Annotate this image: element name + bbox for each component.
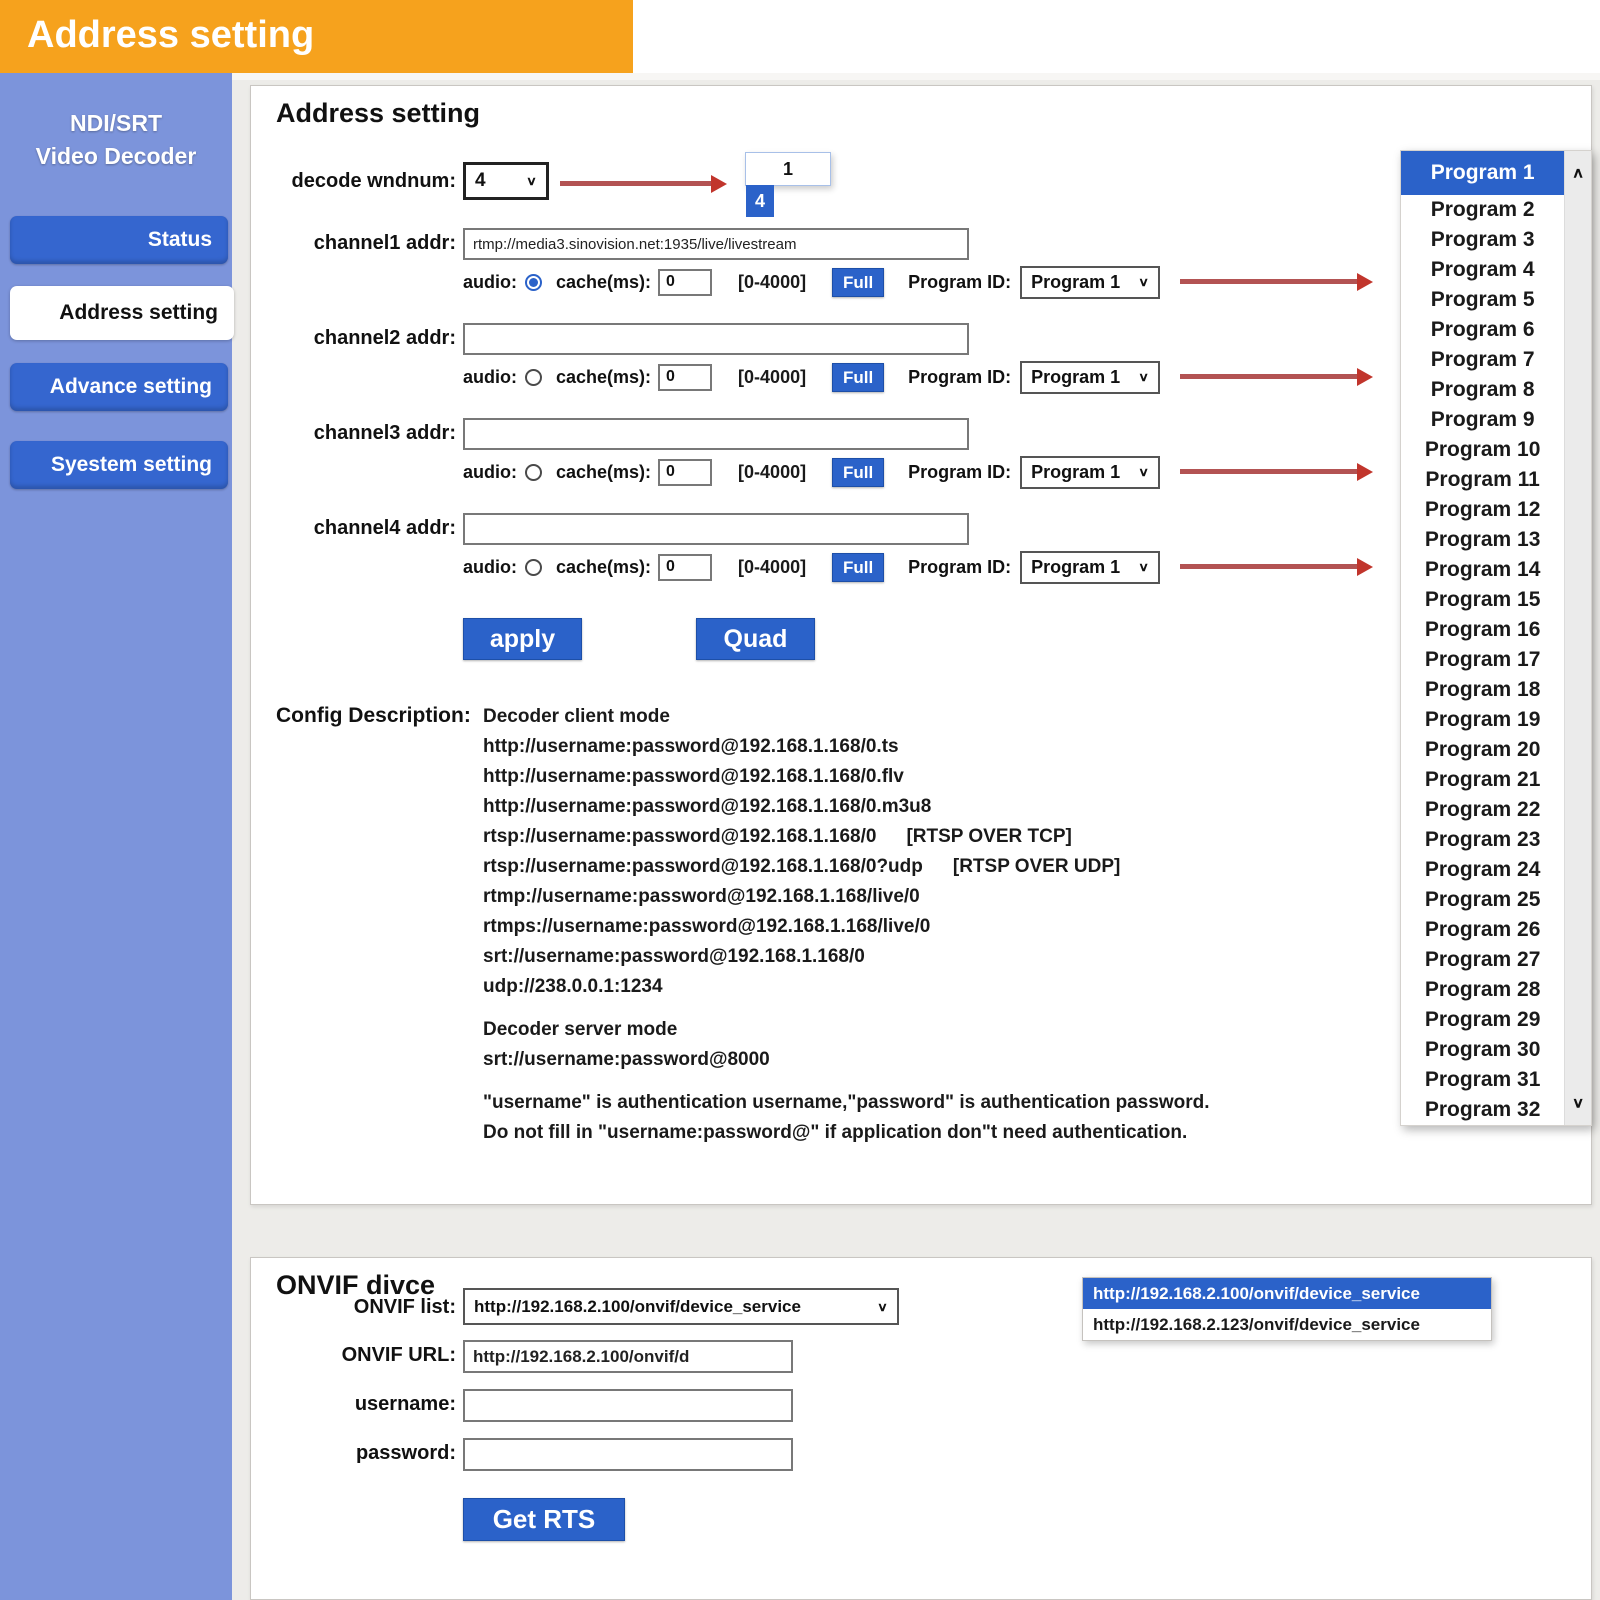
banner-right-filler bbox=[633, 0, 1600, 73]
sidebar-item-advance-setting[interactable]: Advance setting bbox=[10, 363, 228, 411]
password-input[interactable] bbox=[463, 1438, 793, 1471]
get-rts-button[interactable]: Get RTS bbox=[463, 1498, 625, 1541]
channel1-addr-label: channel1 addr: bbox=[313, 232, 456, 254]
channel3-addr-label: channel3 addr: bbox=[313, 422, 456, 444]
channel2-full-button[interactable]: Full bbox=[832, 363, 884, 392]
program-list-item[interactable]: Program 15 bbox=[1424, 588, 1541, 611]
channel3-program-id-select[interactable]: Program 1 ∨ bbox=[1020, 456, 1160, 489]
config-line: Decoder server mode bbox=[483, 1019, 678, 1040]
sidebar-item-address-setting[interactable]: Address setting bbox=[10, 286, 234, 340]
arrow-channel3-program bbox=[1180, 469, 1358, 474]
scroll-down-icon[interactable]: ∨ bbox=[1571, 1094, 1585, 1111]
program-list-item[interactable]: Program 12 bbox=[1424, 498, 1541, 521]
program-list-item[interactable]: Program 28 bbox=[1424, 978, 1541, 1001]
config-line: srt://username:password@8000 bbox=[483, 1049, 770, 1070]
channel3-audio-radio[interactable] bbox=[525, 464, 542, 481]
password-label: password: bbox=[355, 1442, 456, 1464]
channel1-addr-input[interactable]: rtmp://media3.sinovision.net:1935/live/livestream bbox=[463, 228, 969, 260]
program-list-item[interactable]: Program 10 bbox=[1424, 438, 1541, 461]
sidebar-item-status[interactable]: Status bbox=[10, 216, 228, 264]
program-list-item[interactable]: Program 32 bbox=[1424, 1098, 1541, 1121]
chevron-down-icon: ∨ bbox=[526, 174, 537, 189]
channel2-program-id-select[interactable]: Program 1 ∨ bbox=[1020, 361, 1160, 394]
program-list-items bbox=[1401, 151, 1564, 1125]
config-line: http://username:password@192.168.1.168/0.ts bbox=[483, 736, 899, 757]
config-line: rtsp://username:password@192.168.1.168/0?udp [RTSP OVER UDP] bbox=[483, 856, 1121, 877]
channel4-options-row: audio: cache(ms): 0 [0-4000] Full Program ID: Program 1 ∨ bbox=[463, 551, 1160, 583]
channel4-audio-radio[interactable] bbox=[525, 559, 542, 576]
config-description-label: Config Description: bbox=[276, 704, 471, 727]
program-list-item[interactable]: Program 6 bbox=[1430, 318, 1535, 341]
sidebar-device-title: NDI/SRT Video Decoder bbox=[35, 110, 197, 170]
sidebar bbox=[0, 73, 232, 1600]
program-list-item[interactable]: Program 25 bbox=[1424, 888, 1541, 911]
decode-wndnum-options-popup bbox=[745, 152, 831, 211]
onvif-list-option[interactable]: http://192.168.2.123/onvif/device_service bbox=[1093, 1315, 1420, 1334]
channel1-cache-input[interactable]: 0 bbox=[658, 269, 712, 296]
program-list-item[interactable]: Program 31 bbox=[1424, 1068, 1541, 1091]
scroll-up-icon[interactable]: ∧ bbox=[1571, 164, 1585, 181]
program-list-item[interactable]: Program 26 bbox=[1424, 918, 1541, 941]
config-line: http://username:password@192.168.1.168/0.flv bbox=[483, 766, 904, 787]
channel2-options-row: audio: cache(ms): 0 [0-4000] Full Program ID: Program 1 ∨ bbox=[463, 361, 1160, 393]
onvif-list-label: ONVIF list: bbox=[353, 1296, 456, 1318]
channel4-addr-input[interactable] bbox=[463, 513, 969, 545]
address-setting-panel bbox=[250, 85, 1592, 1205]
banner-underline bbox=[0, 73, 1600, 80]
channel1-program-id-select[interactable]: Program 1 ∨ bbox=[1020, 266, 1160, 299]
program-list-item[interactable]: Program 7 bbox=[1430, 348, 1535, 371]
channel2-audio-radio[interactable] bbox=[525, 369, 542, 386]
onvif-url-input[interactable]: http://192.168.2.100/onvif/d bbox=[463, 1340, 793, 1373]
program-list-item[interactable]: Program 24 bbox=[1424, 858, 1541, 881]
program-list-item[interactable]: Program 29 bbox=[1424, 1008, 1541, 1031]
program-list-item[interactable]: Program 5 bbox=[1430, 288, 1535, 311]
program-list-item[interactable]: Program 16 bbox=[1424, 618, 1541, 641]
username-label: username: bbox=[354, 1393, 456, 1415]
config-line: srt://username:password@192.168.1.168/0 bbox=[483, 946, 865, 967]
program-list-item[interactable]: Program 21 bbox=[1424, 768, 1541, 791]
onvif-url-label: ONVIF URL: bbox=[341, 1344, 456, 1366]
onvif-list-select[interactable]: http://192.168.2.100/onvif/device_service ∨ bbox=[463, 1288, 899, 1325]
channel1-options-row: audio: cache(ms): 0 [0-4000] Full Program ID: Program 1 ∨ bbox=[463, 266, 1160, 298]
program-list-item[interactable]: Program 13 bbox=[1424, 528, 1541, 551]
channel2-addr-label: channel2 addr: bbox=[313, 327, 456, 349]
onvif-list-option[interactable]: http://192.168.2.100/onvif/device_service bbox=[1083, 1278, 1491, 1309]
program-list-item[interactable]: Program 8 bbox=[1430, 378, 1535, 401]
sidebar-item-system-setting[interactable]: Syestem setting bbox=[10, 441, 228, 489]
panel-title: Address setting bbox=[276, 98, 481, 128]
channel4-cache-input[interactable]: 0 bbox=[658, 554, 712, 581]
channel1-full-button[interactable]: Full bbox=[832, 268, 884, 297]
config-line: rtmp://username:password@192.168.1.168/live/0 bbox=[483, 886, 920, 907]
chevron-down-icon: ∨ bbox=[877, 1300, 888, 1314]
program-list-item[interactable]: Program 11 bbox=[1425, 468, 1540, 491]
chevron-down-icon: ∨ bbox=[1138, 560, 1150, 575]
program-list-item[interactable]: Program 17 bbox=[1424, 648, 1541, 671]
channel1-audio-radio[interactable] bbox=[525, 274, 542, 291]
program-list-item[interactable]: Program 4 bbox=[1430, 258, 1535, 281]
decode-wndnum-option[interactable]: 4 bbox=[746, 185, 774, 217]
program-list-scrollbar[interactable] bbox=[1564, 151, 1591, 1125]
chevron-down-icon: ∨ bbox=[1138, 465, 1150, 480]
onvif-panel-title: ONVIF divce bbox=[276, 1270, 436, 1300]
program-list-item[interactable]: Program 1 bbox=[1401, 151, 1564, 195]
program-list-item[interactable]: Program 2 bbox=[1430, 198, 1535, 221]
program-list-item[interactable]: Program 30 bbox=[1424, 1038, 1541, 1061]
onvif-list-popup bbox=[1082, 1277, 1492, 1341]
config-description-block bbox=[483, 702, 1210, 1148]
config-line: Decoder client mode bbox=[483, 706, 670, 727]
channel3-addr-input[interactable] bbox=[463, 418, 969, 450]
program-list-item[interactable]: Program 20 bbox=[1424, 738, 1541, 761]
channel4-program-id-select[interactable]: Program 1 ∨ bbox=[1020, 551, 1160, 584]
program-list-item[interactable]: Program 9 bbox=[1430, 408, 1535, 431]
page-title: Address setting bbox=[0, 0, 633, 73]
decode-wndnum-select[interactable]: 4 ∨ bbox=[463, 162, 549, 200]
program-list-item[interactable]: Program 23 bbox=[1424, 828, 1541, 851]
channel3-options-row: audio: cache(ms): 0 [0-4000] Full Program ID: Program 1 ∨ bbox=[463, 456, 1160, 488]
config-line: udp://238.0.0.1:1234 bbox=[483, 976, 663, 997]
config-line: Do not fill in "username:password@" if application don"t need authentication. bbox=[483, 1122, 1188, 1143]
channel3-cache-input[interactable]: 0 bbox=[658, 459, 712, 486]
decode-wndnum-option[interactable]: 1 bbox=[746, 153, 830, 185]
channel3-full-button[interactable]: Full bbox=[832, 458, 884, 487]
program-list-item[interactable]: Program 18 bbox=[1424, 678, 1541, 701]
chevron-down-icon: ∨ bbox=[1138, 275, 1150, 290]
config-line: rtsp://username:password@192.168.1.168/0 [RTSP OVER TCP] bbox=[483, 826, 1072, 847]
channel2-addr-input[interactable] bbox=[463, 323, 969, 355]
channel2-cache-input[interactable]: 0 bbox=[658, 364, 712, 391]
channel4-addr-label: channel4 addr: bbox=[313, 517, 456, 539]
quad-button[interactable]: Quad bbox=[696, 618, 815, 660]
arrow-channel4-program bbox=[1180, 564, 1358, 569]
program-list-item[interactable]: Program 27 bbox=[1424, 948, 1541, 971]
apply-button[interactable]: apply bbox=[463, 618, 582, 660]
config-line: http://username:password@192.168.1.168/0.m3u8 bbox=[483, 796, 932, 817]
arrow-channel2-program bbox=[1180, 374, 1358, 379]
arrow-decode-wndnum bbox=[560, 181, 712, 186]
program-list-item[interactable]: Program 19 bbox=[1424, 708, 1541, 731]
decode-wndnum-label: decode wndnum: bbox=[291, 170, 456, 192]
program-list-popup bbox=[1400, 150, 1592, 1126]
username-input[interactable] bbox=[463, 1389, 793, 1422]
program-list-item[interactable]: Program 22 bbox=[1424, 798, 1541, 821]
arrow-channel1-program bbox=[1180, 279, 1358, 284]
program-list-item[interactable]: Program 14 bbox=[1424, 558, 1541, 581]
program-list-item[interactable]: Program 3 bbox=[1430, 228, 1535, 251]
config-line: "username" is authentication username,"password" is authentication password. bbox=[483, 1092, 1210, 1113]
channel4-full-button[interactable]: Full bbox=[832, 553, 884, 582]
config-line: rtmps://username:password@192.168.1.168/live/0 bbox=[483, 916, 931, 937]
chevron-down-icon: ∨ bbox=[1138, 370, 1150, 385]
